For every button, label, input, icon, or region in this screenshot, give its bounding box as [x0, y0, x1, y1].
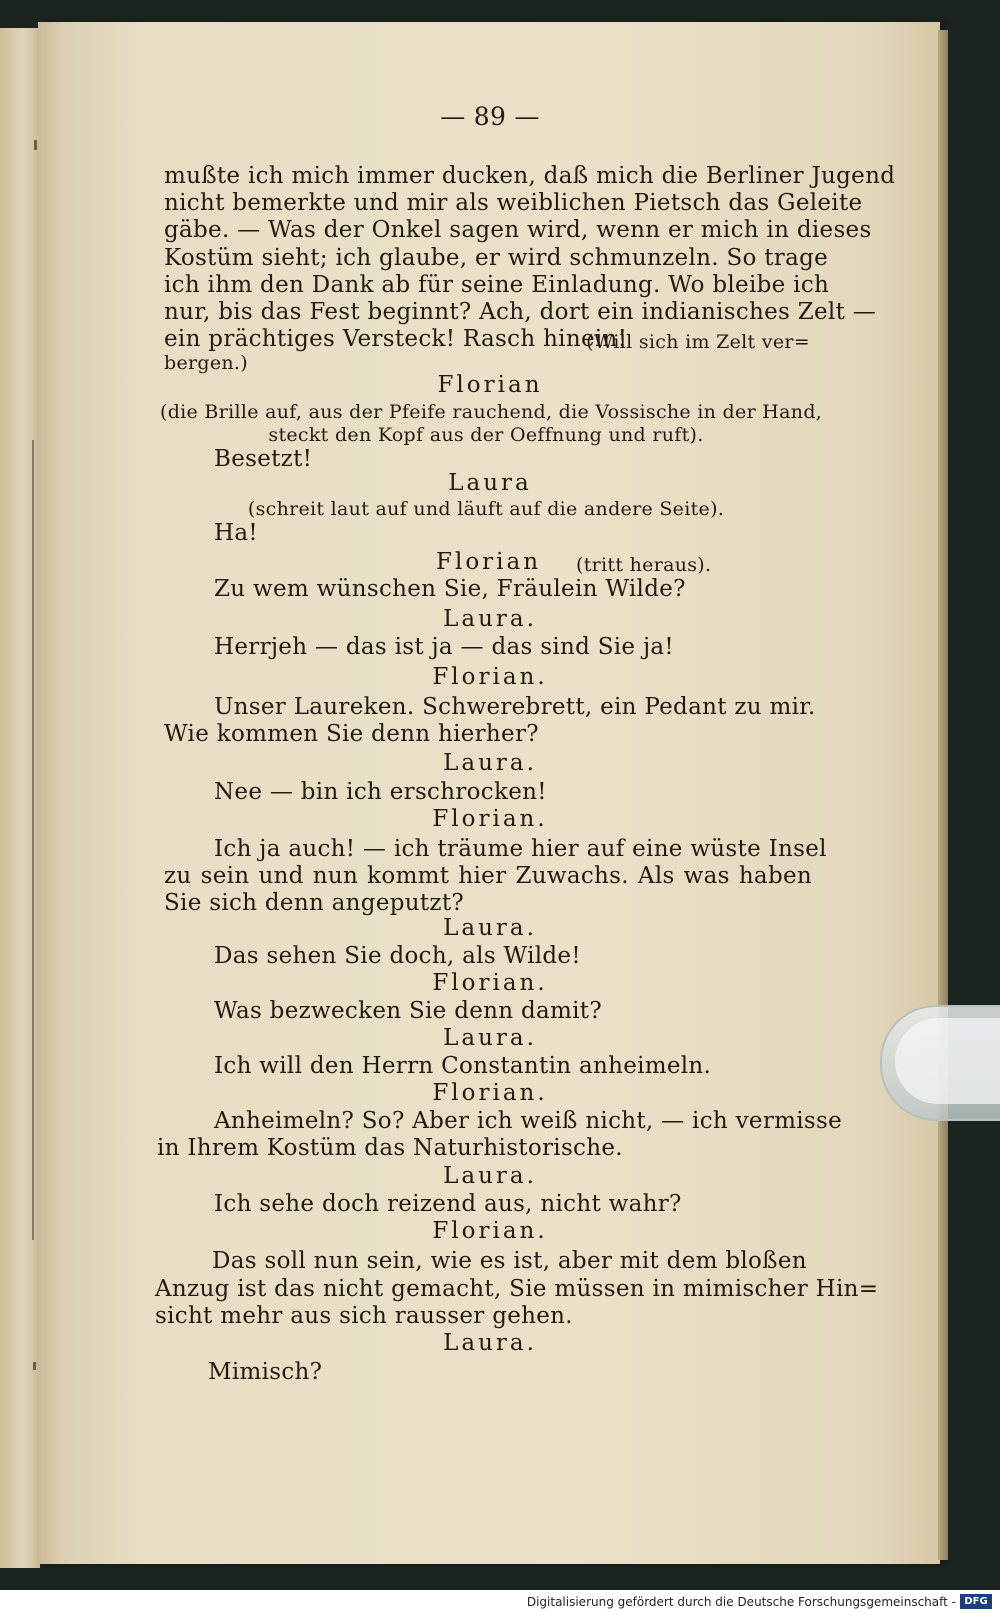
dialogue-line: Ich will den Herrn Constantin anheimeln. [214, 1053, 712, 1079]
text-line: nur, bis das Fest beginnt? Ach, dort ein indianisches Zelt — [164, 299, 877, 325]
dialogue-line: Unser Laureken. Schwerebrett, ein Pedant zu mir. [214, 694, 816, 720]
speaker-name: Laura. [443, 606, 537, 632]
dialogue-line: Ha! [214, 520, 258, 546]
speaker-name: Laura. [443, 915, 537, 941]
dialogue-line: zu sein und nun kommt hier Zuwachs. Als was haben [164, 863, 812, 889]
speaker-name: Laura [448, 470, 532, 496]
dialogue-line: Das soll nun sein, wie es ist, aber mit dem bloßen [212, 1248, 807, 1274]
dialogue-line: sicht mehr aus sich rausser gehen. [155, 1303, 573, 1329]
text-line: gäbe. — Was der Onkel sagen wird, wenn er mich in dieses [164, 217, 872, 243]
stage-direction: (tritt heraus). [576, 554, 712, 576]
dialogue-line: Anzug ist das nicht gemacht, Sie müssen in mimischer Hin= [155, 1276, 879, 1302]
text-line: mußte ich mich immer ducken, daß mich die Berliner Jugend [164, 163, 896, 189]
speaker-name: Florian [436, 549, 542, 575]
dialogue-line: Nee — bin ich erschrocken! [214, 779, 547, 805]
footer-bar [0, 1590, 1000, 1615]
speaker-name: Florian. [432, 1080, 548, 1106]
dialogue-line: Mimisch? [208, 1359, 323, 1385]
speaker-name: Florian. [432, 1218, 548, 1244]
speaker-name: Florian. [432, 664, 548, 690]
text-line: ich ihm den Dank ab für seine Einladung. Wo bleibe ich [164, 272, 830, 298]
stage-direction: (schreit laut auf und läuft auf die andere Seite). [247, 498, 725, 520]
dfg-logo: DFG [960, 1594, 992, 1609]
stage-direction: steckt den Kopf aus der Oeffnung und ruft). [268, 424, 704, 446]
text-line: ein prächtiges Versteck! Rasch hinein! [164, 326, 628, 352]
dialogue-line: Was bezwecken Sie denn damit? [214, 998, 602, 1024]
page-number: — 89 — [440, 102, 540, 131]
speaker-name: Laura. [443, 750, 537, 776]
speaker-name: Florian. [432, 970, 548, 996]
dialogue-line: Ich sehe doch reizend aus, nicht wahr? [214, 1191, 682, 1217]
dialogue-line: Wie kommen Sie denn hierher? [164, 721, 539, 747]
dialogue-line: Sie sich denn angeputzt? [164, 890, 465, 916]
dialogue-line: in Ihrem Kostüm das Naturhistorische. [157, 1135, 623, 1161]
speaker-name: Laura. [443, 1163, 537, 1189]
dialogue-line: Herrjeh — das ist ja — das sind Sie ja! [214, 634, 674, 660]
dialogue-line: Ich ja auch! — ich träume hier auf eine wüste Insel [214, 836, 827, 862]
funding-credit: Digitalisierung gefördert durch die Deutsche Forschungsgemeinschaft - [526, 1595, 956, 1609]
speaker-name: Florian. [432, 806, 548, 832]
dialogue-line: Zu wem wünschen Sie, Fräulein Wilde? [214, 576, 686, 602]
stage-direction: (Will sich im Zelt ver= [586, 331, 810, 353]
speaker-name: Florian [437, 372, 543, 398]
speaker-name: Laura. [443, 1330, 537, 1356]
speaker-name: Laura. [443, 1025, 537, 1051]
dialogue-line: Das sehen Sie doch, als Wilde! [214, 943, 581, 969]
dialogue-line: Anheimeln? So? Aber ich weiß nicht, — ich vermisse [214, 1108, 843, 1134]
stage-direction: bergen.) [164, 352, 248, 374]
dialogue-line: Besetzt! [214, 446, 313, 472]
stage-direction: (die Brille auf, aus der Pfeife rauchend, die Vossische in der Hand, [160, 401, 823, 423]
text-line: Kostüm sieht; ich glaube, er wird schmunzeln. So trage [164, 245, 829, 271]
text-line: nicht bemerkte und mir als weiblichen Pietsch das Geleite [164, 190, 863, 216]
